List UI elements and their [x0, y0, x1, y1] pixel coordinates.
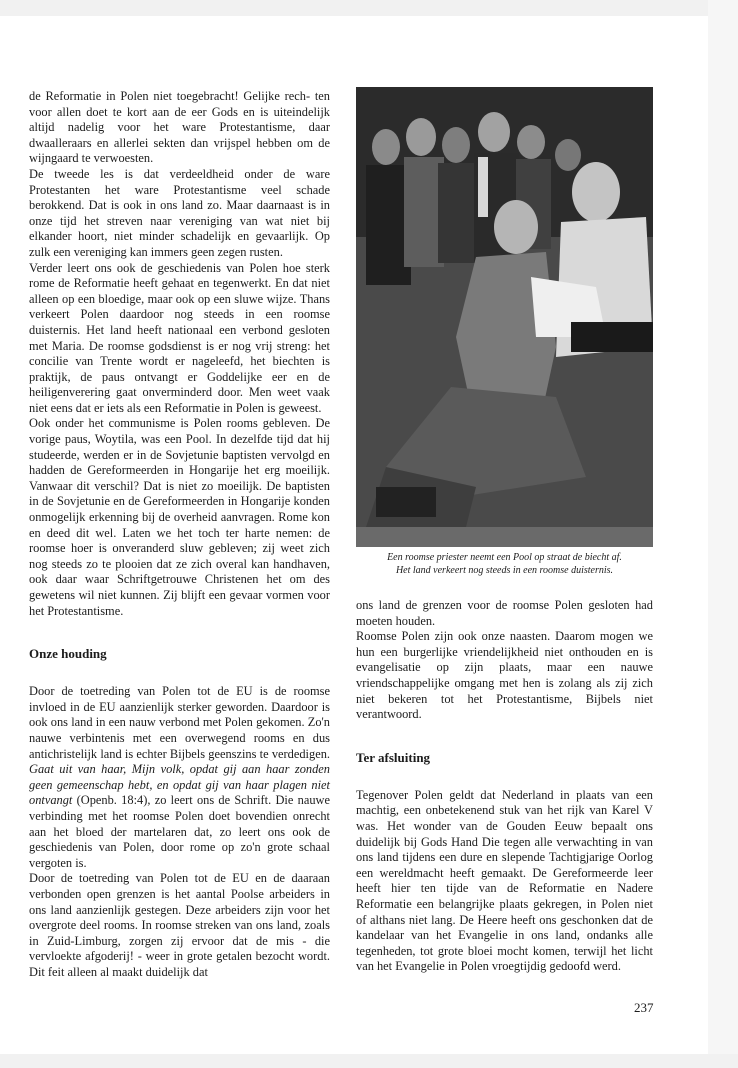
paragraph: Tegenover Polen geldt dat Nederland in plaats van een machtig, een onbetekenend stuk van het rijk van Karel V was. Het wonder van de Gouden Eeuw bepaalt ons duidelijk bij Gods Hand Die tegen alle verwachting in van ons land tijdens een dure en slepende Tachtigjarige Oorlog een wereldmacht heeft gemaakt. De Gereformeerde leer heeft hier ten tijde van de Reformatie en Nadere Reformatie een belangrijke plaats gekregen, in Polen niet of althans niet lang. De Heere heeft ons geschonken dat de kandelaar van het Evangelie in ons land, ondanks alle tegenheden, tot grote bloei mocht komen, terwijl het licht van het Evangelie in Polen vroegtijdig gedoofd werd. [356, 787, 653, 974]
caption-line: Een roomse priester neemt een Pool op straat de biecht af. [387, 552, 622, 563]
scripture-quote: Gaat uit van haar, Mijn volk, opdat gij aan haar zonden geen gemeenschap hebt, en opdat gij van haar plagen niet ontvangt [29, 762, 330, 808]
scan-border-right [708, 0, 738, 1068]
section-heading: Onze houding [29, 646, 107, 662]
scan-border-bottom [0, 1054, 738, 1068]
paragraph: Door de toetreding van Polen tot de EU en de daaraan verbonden open grenzen is het aantal Poolse arbeiders in ons land aanzienlijk gestegen. Deze arbeiders zijn voor het overgrote deel rooms. In roomse streken van ons land, zoals in Zuid-Limburg, zorgen zij ervoor dat de mis - die vervloekte afgoderij! - weer in grote getalen bezocht wordt. Dit feit alleen al maakt duidelijk dat [29, 871, 330, 979]
paragraph: Roomse Polen zijn ook onze naasten. Daarom mogen we hun een burgerlijke vriendelijkheid niet onthouden en is evangelisatie op zijn plaats, maar een nauwe vriendschappelijke omgang met hen is zolang als zij zich niet bekeren tot het Protestantisme, Bijbels niet verantwoord. [356, 629, 653, 722]
photo-priest-confession [356, 87, 653, 547]
left-column [29, 89, 330, 980]
paragraph: De tweede les is dat verdeeldheid onder de ware Protestanten het ware Protestantisme veel schade berokkend. Dat is ook in ons land zo. Maar daarnaast is in onze tijd het streven naar vereniging van wat niet bij elkander hoort, niet minder schadelijk en gevaarlijk. Op zulk een vereniging kan immers geen zegen rusten. [29, 166, 330, 259]
scan-border-top [0, 0, 738, 16]
right-column [356, 598, 653, 975]
paragraph-text: (Openb. 18:4), zo leert ons de Schrift. Die nauwe verbinding met het roomse Polen doet bovendien onrecht aan het bloed der martelaren dat, zo leert ons ook de geschiedenis van Polen, door rome op zo'n grote schaal vergoten is. [29, 793, 330, 870]
paragraph: Verder leert ons ook de geschiedenis van Polen hoe sterk rome de Reformatie heeft gehaat en tegenwerkt. En dat niet alleen op een bloedige, maar ook op een sluwe wijze. Thans verkeert Polen daardoor nog steeds in een roomse duisternis. Het land heeft nationaal een verbond gesloten met Maria. De roomse godsdienst is er nog vrij streng: het concilie van Trente wordt er nageleefd, het biechten is praktijk, de paus ontvangt er Goddelijke eer en de heiligenverering gaat onverminderd door. Men weet vaak niet eens dat er iets als een Reformatie in Polen is geweest. [29, 260, 330, 415]
paragraph-text: Door de toetreding van Polen tot de EU is de roomse invloed in de EU aanzienlijk sterker geworden. Daardoor is ook ons land in een nauw verbond met Polen gekomen. Zo'n nauwe verbintenis met een overwegend rooms en dus antichristelijk land is echter Bijbels geenszins te verdedigen. [29, 684, 330, 761]
paragraph: Ook onder het communisme is Polen rooms gebleven. De vorige paus, Woytila, was een Pool. In dezelfde tijd dat hij studeerde, werden er in de Sovjetunie baptisten vervolgd en hadden de Gereformeerden in Hongarije het erg moeilijk. Vanwaar dit verschil? Dat is niet zo moeilijk. De baptisten in de Sovjetunie en de Gereformeerden in Hongarije konden onmogelijk erkenning bij de overheid aanvragen. Rome kon en deed dit wel. Laten we het toch ter harte nemen: de roomse hoer is onveranderd sluw gebleven; zij weet zich nog steeds zo te plooien dat ze zich overal kan handhaven, ook daar waar Schriftgetrouwe Christenen het om des gewetens wil niet kunnen. Zij blijft een gevaar vormen voor het Protestantisme. [29, 416, 330, 618]
paragraph-with-quote [29, 684, 330, 871]
section-heading: Ter afsluiting [356, 749, 431, 765]
figure-caption [356, 552, 653, 577]
paragraph: ons land de grenzen voor de roomse Polen gesloten had moeten houden. [356, 598, 653, 628]
page-number: 237 [634, 1000, 654, 1015]
photo-illustration [356, 87, 653, 547]
caption-line: Het land verkeert nog steeds in een roomse duisternis. [395, 564, 614, 576]
paragraph: de Reformatie in Polen niet toegebracht! Gelijke rech- ten voor allen doet te kort aan de eer Gods en is uiteindelijk altijd nadelig voor het ware Protestantisme, daar dwaalleraars en allerlei sekten dan vrijspel hebben om de wijngaard te verwoesten. [29, 89, 330, 166]
